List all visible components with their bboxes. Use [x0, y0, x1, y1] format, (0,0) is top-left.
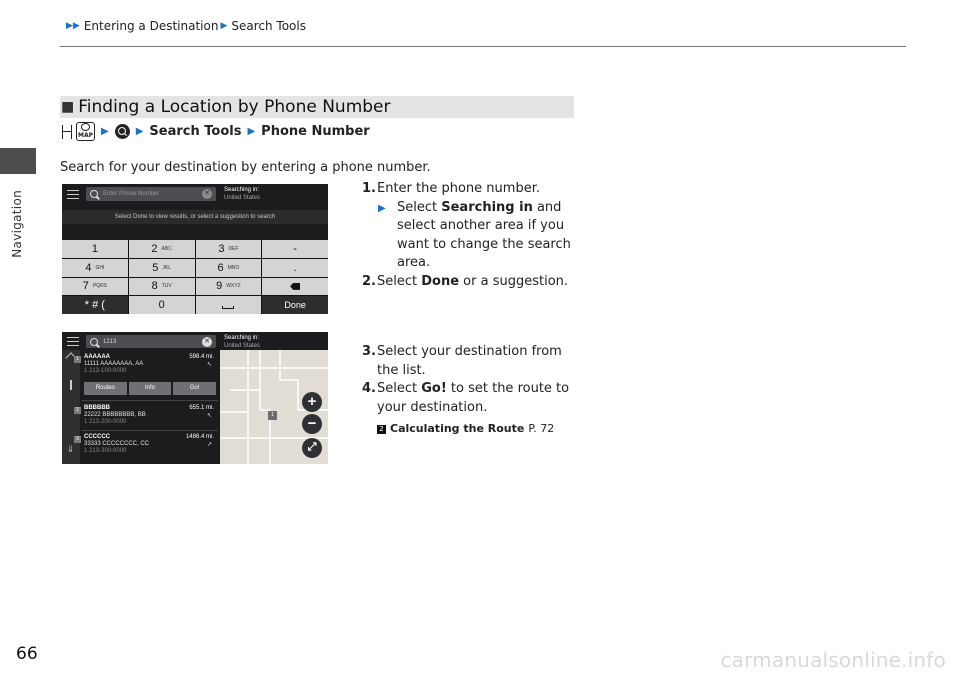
- result-distance: 655.1 mi.: [189, 405, 214, 411]
- path-arrow-icon: ▶: [135, 126, 144, 137]
- direction-arrow-icon: ↖: [206, 413, 212, 419]
- routes-button[interactable]: Routes: [84, 382, 127, 395]
- key-4[interactable]: 4 GHI: [62, 259, 128, 277]
- step-3: [361, 343, 581, 380]
- header-divider: [60, 46, 906, 47]
- searching-in-region: United States: [224, 195, 261, 201]
- result-divider: [82, 430, 218, 431]
- scroll-down-icon[interactable]: ⇓: [66, 444, 75, 454]
- path-item-phone-number: Phone Number: [261, 124, 370, 139]
- result-name: BBBBBB: [84, 405, 110, 411]
- path-item-search-tools: Search Tools: [149, 124, 242, 139]
- zoom-in-icon[interactable]: +: [302, 392, 322, 412]
- searching-in-term: Searching in: [441, 199, 533, 215]
- section-heading-bar: [60, 96, 574, 118]
- searching-in-button[interactable]: [224, 334, 260, 350]
- phone-search-value: 1213: [103, 338, 117, 345]
- phone-search-input[interactable]: [86, 335, 216, 348]
- step-1: [361, 180, 581, 199]
- phone-search-input[interactable]: [86, 187, 216, 201]
- section-square-icon: ■: [61, 99, 75, 115]
- key-symbols[interactable]: * # (: [62, 296, 128, 314]
- result-divider: [82, 400, 218, 401]
- map-header: [220, 332, 328, 350]
- keypad: [62, 240, 328, 314]
- section-title: Finding a Location by Phone Number: [78, 97, 391, 117]
- result-number: 3: [74, 436, 81, 443]
- result-address: 33333 CCCCCCCC, CC: [84, 441, 150, 447]
- clear-icon[interactable]: ✕: [202, 337, 212, 347]
- result-number: 1: [74, 356, 81, 363]
- result-phone: 1 213-200-0000: [84, 419, 127, 425]
- searching-in-label: Searching in:: [224, 187, 260, 193]
- searching-in-button[interactable]: [224, 186, 260, 202]
- search-button-icon: [115, 124, 130, 139]
- step-2: 2. Select Done or a suggestion.: [361, 273, 581, 292]
- menu-icon[interactable]: [67, 337, 79, 346]
- result-name: AAAAAA: [84, 354, 110, 360]
- done-term: Done: [421, 273, 460, 289]
- step-number: 3.: [362, 344, 376, 359]
- key-3[interactable]: 3 DEF: [196, 240, 262, 258]
- key-period[interactable]: .: [262, 259, 328, 277]
- search-results-screen: [62, 332, 328, 464]
- result-distance: 1486.4 mi.: [185, 434, 214, 440]
- scroll-position-bar: [70, 380, 72, 390]
- breadcrumb: [66, 19, 306, 33]
- key-space[interactable]: [196, 296, 262, 314]
- direction-arrow-icon: ↖: [206, 362, 212, 368]
- key-dash[interactable]: -: [262, 240, 328, 258]
- backspace-icon[interactable]: [262, 278, 328, 296]
- intro-text: Search for your destination by entering a phone number.: [60, 160, 431, 175]
- breadcrumb-item-entering-destination[interactable]: Entering a Destination: [83, 19, 219, 33]
- results-list: [62, 332, 220, 464]
- step-4: 4. Select Go! to set the route to your destination.: [361, 380, 581, 417]
- phone-search-placeholder: Enter Phone Number: [103, 191, 160, 197]
- menu-icon[interactable]: [67, 190, 79, 199]
- step-1-substep: ▶ Select Searching in and select another area if you want to change the search area.: [361, 199, 581, 273]
- go-button[interactable]: Go!: [173, 382, 216, 395]
- go-term: Go!: [421, 381, 447, 396]
- key-9[interactable]: 9 WXYZ: [196, 278, 262, 296]
- breadcrumb-arrow-icon: ▶▶: [66, 21, 80, 31]
- searching-in-label: Searching in:: [224, 335, 260, 341]
- result-actions: [84, 382, 216, 395]
- result-name: CCCCCC: [84, 434, 110, 440]
- step-text: Enter the phone number.: [377, 181, 540, 196]
- navigation-path: [62, 122, 370, 141]
- search-icon: [90, 338, 98, 346]
- result-item[interactable]: [76, 354, 218, 375]
- result-phone: 1 213-300-0000: [84, 448, 127, 454]
- step-number: 2.: [362, 273, 376, 289]
- reference-icon: 2: [377, 425, 386, 434]
- step-text: Select your destination from the list.: [377, 344, 562, 378]
- result-address: 11111 AAAAAAAA, AA: [84, 361, 144, 367]
- xref-page[interactable]: P. 72: [528, 422, 555, 435]
- result-address: 22222 BBBBBBBB, BB: [84, 412, 146, 418]
- watermark: carmanualsonline.info: [720, 648, 946, 672]
- result-item[interactable]: [76, 405, 218, 426]
- fit-map-icon[interactable]: ⤢: [302, 438, 322, 458]
- key-2[interactable]: 2 ABC: [129, 240, 195, 258]
- breadcrumb-arrow-icon: ▶: [220, 21, 228, 31]
- xref-title[interactable]: Calculating the Route: [390, 422, 525, 435]
- step-number: 1.: [362, 181, 376, 196]
- step-number: 4.: [362, 381, 376, 396]
- key-1[interactable]: 1: [62, 240, 128, 258]
- done-button[interactable]: Done: [262, 296, 328, 314]
- result-phone: 1 213-100-0000: [84, 368, 127, 374]
- cross-reference[interactable]: [361, 420, 581, 439]
- substep-arrow-icon: ▶: [378, 202, 386, 214]
- path-arrow-icon: ▶: [101, 126, 109, 137]
- phone-entry-screen: [62, 184, 328, 314]
- key-6[interactable]: 6 MNO: [196, 259, 262, 277]
- key-7[interactable]: 7 PQRS: [62, 278, 128, 296]
- page-number: 66: [16, 644, 38, 664]
- direction-arrow-icon: ↗: [206, 442, 212, 448]
- search-hint: Select Done to view results, or select a suggestion to search: [62, 210, 328, 224]
- clear-icon[interactable]: ✕: [202, 189, 212, 199]
- results-map[interactable]: [220, 350, 328, 464]
- key-0[interactable]: 0: [129, 296, 195, 314]
- space-icon: [222, 306, 234, 309]
- section-side-tab: [0, 148, 36, 174]
- instruction-steps: [361, 180, 581, 439]
- map-pin-icon[interactable]: 1: [268, 411, 277, 420]
- result-distance: 598.4 mi.: [189, 354, 214, 360]
- result-item[interactable]: [76, 434, 218, 455]
- breadcrumb-item-search-tools[interactable]: Search Tools: [231, 19, 306, 33]
- side-section-label: Navigation: [10, 190, 24, 258]
- info-button[interactable]: Info: [129, 382, 172, 395]
- key-5[interactable]: 5 JKL: [129, 259, 195, 277]
- search-icon: [90, 190, 98, 198]
- map-button-icon: MAP: [76, 122, 95, 141]
- key-8[interactable]: 8 TUV: [129, 278, 195, 296]
- path-arrow-icon: ▶: [247, 126, 256, 137]
- zoom-out-icon[interactable]: −: [302, 414, 322, 434]
- home-button-icon: [62, 125, 72, 139]
- searching-in-region: United States: [224, 343, 261, 349]
- result-number: 2: [74, 407, 81, 414]
